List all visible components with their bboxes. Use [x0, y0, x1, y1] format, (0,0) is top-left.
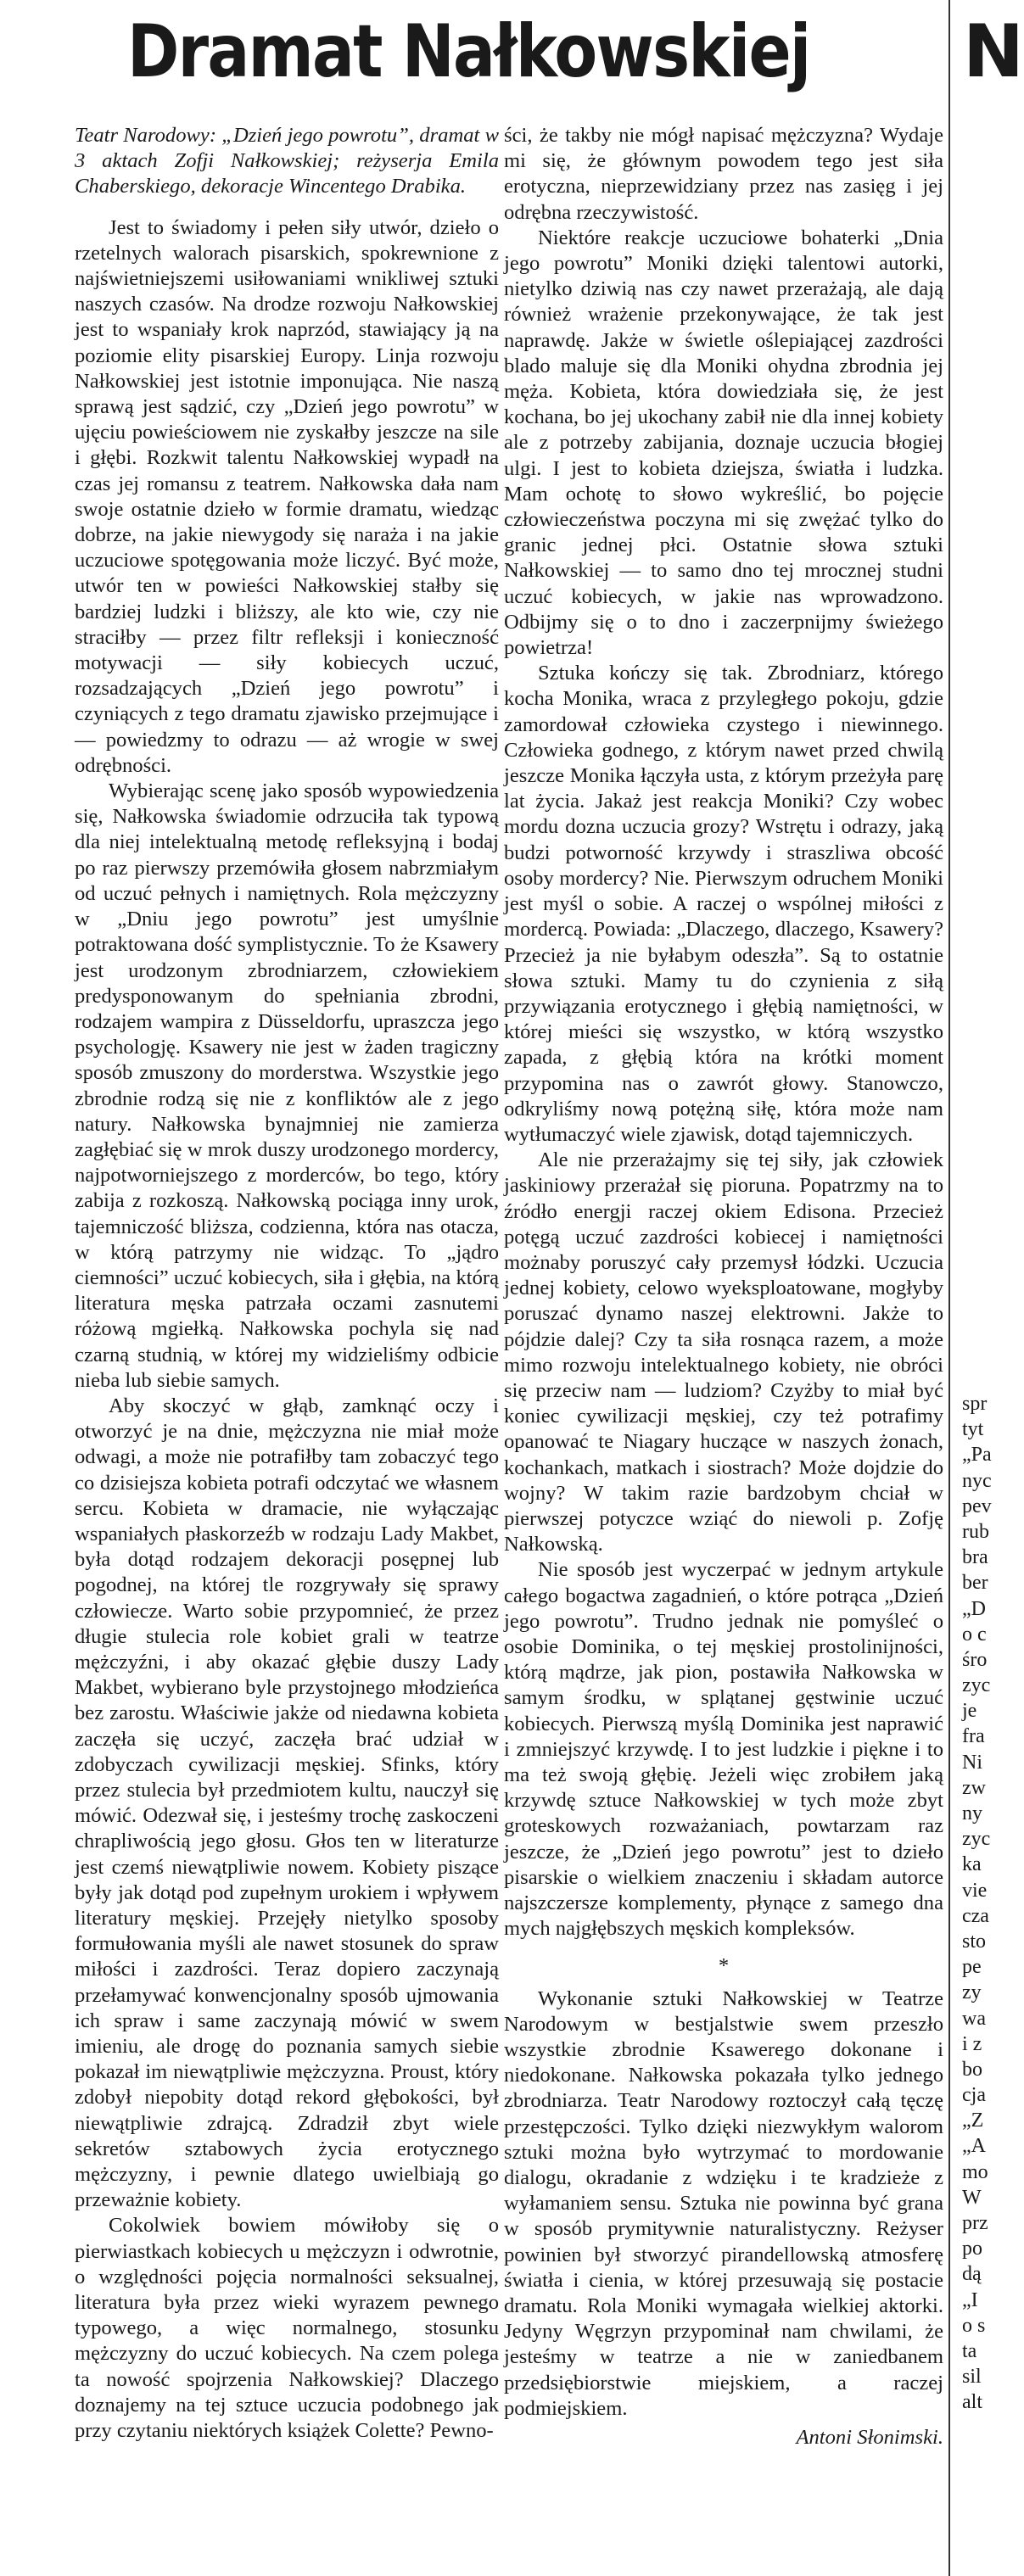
- edge-fragment: fra: [962, 1725, 985, 1748]
- edge-fragment: o c: [962, 1623, 987, 1646]
- paragraph: Cokolwiek bowiem mówiłoby się o pierwiastkach kobiecych u mężczyzn i odwrotnie, o względności pojęcia normalności seksualnej, literatura była przez wieki wyrazem pewnego typowego, a więc normalnego, stosunku mężczyzny do uczuć kobiecych. Na czem polega ta nowość spojrzenia Nałkowskiej? Dlaczego doznajemy na tej sztuce uczucia podobnego jak przy czytaniu niektórych książek Colette? Pewno-: [75, 2214, 499, 2443]
- edge-fragment: mo: [962, 2160, 988, 2183]
- paragraph: Nie sposób jest wyczerpać w jednym artykule całego bogactwa zagadnień, o które potrąca „Dzień jego powrotu”. Trudno jednak nie pomyśleć o osobie Dominika, o tej męskiej prostolinijności, którą mądrze, jak pion, postawiła Nałkowska w samym środku, w splątanej gęstwinie uczuć kobiecych. Pierwszą myślą Dominika jest naprawić i zmniejszyć krzywdę. I to jest ludzkie i piękne i to ma też swoją głębię. Jeżeli więc zrobiłem jaką krzywdę sztuce Nałkowskiej w tych może zbyt groteskowych rozważaniach, powtarzam raz jeszcze, że „Dzień jego powrotu” jest to dzieło pisarskie o wielkiem znaczeniu i składam autorce najszczersze komplementy, płynące z samego dna mych najgłębszych męskich kompleksów.: [504, 1558, 943, 1941]
- edge-fragment: zyc: [962, 1674, 991, 1697]
- paragraph: ści, że takby nie mógł napisać mężczyzna? Wydaje mi się, że głównym powodem tego jest siła erotyczna, nieprzewidziany przez nas zasięg i jej odrębna rzeczywistość.: [504, 124, 943, 224]
- edge-fragment: vie: [962, 1879, 988, 1902]
- edge-fragment: ta: [962, 2339, 977, 2362]
- edge-fragment: i z: [962, 2032, 982, 2055]
- edge-fragment: nyc: [962, 1469, 992, 1492]
- paragraph: Wybierając scenę jako sposób wypowiedzenia się, Nałkowska świadomie odrzuciła tak typową dla niej intelektualną metodę refleksyjną i bodaj po raz pierwszy przemówiła głosem nabrzmiałym od uczuć pełnych i namiętnych. Rola mężczyzny w „Dniu jego powrotu” jest umyślnie potraktowana dość symplistycznie. To że Ksawery jest urodzonym zbrodniarzem, człowiekiem predysponowanym do spełniania zbrodni, rodzajem wampira z Düsseldorfu, upraszcza jego psychologję. Ksawery nie jest w żaden tragiczny sposób zmuszony do morderstwa. Wszystkie jego zbrodnie rodzą się nie z konfliktów ale z jego natury. Nałkowska bynajmniej nie zamierza zagłębiać się w mrok duszy urodzonego mordercy, najpotworniejszego z morderców, bo tego, który zabija z rozkoszą. Nałkowską pociąga inny urok, tajemniczość bliższa, codzienna, która nas otacza, w którą patrzymy nie widząc. To „jądro ciemności” uczuć kobiecych, siła i głębia, na którą literatura męska patrzała oczami zasnutemi różową mgiełką. Nałkowska pochyla się nad czarną studnią, w której my widzieliśmy odbicie nieba lub siebie samych.: [75, 780, 499, 1392]
- next-article-title-fragment: N: [963, 9, 1024, 94]
- edge-fragment: dą: [962, 2263, 982, 2286]
- edge-fragment: bo: [962, 2058, 982, 2081]
- edge-fragment: spr: [962, 1393, 988, 1415]
- paragraph: Sztuka kończy się tak. Zbrodniarz, którego kocha Monika, wraca z przyległego pokoju, gdzie zamordował człowieka czystego i niewinnego. Człowieka godnego, z którym nawet przed chwilą jeszcze Monika łączyła usta, z którym przeżyła parę lat życia. Jakaż jest reakcja Moniki? Czy wobec mordu dozna uczucia grozy? Wstrętu i odrazy, jaką budzi potworność krzywdy i straszliwa obcość osoby mordercy? Nie. Pierwszym odruchem Moniki jest myśl o sobie. A raczej o wspólnej miłości z mordercą. Powiada: „Dlaczego, dlaczego, Ksawery? Przecież ja nie byłabym odeszła”. Są to ostatnie słowa sztuki. Mamy tu do czynienia z siłą przywiązania erotycznego i głębią namiętności, w której mieści się wszystko, w którą wszystko zapada, z głębią która na krótki moment przypomina nas o zawrót głowy. Stanowczo, odkryliśmy nową potężną siłę, która może nam wytłumaczyć wiele zjawisk, dotąd tajemniczych.: [504, 662, 943, 1146]
- edge-fragment: „D: [962, 1597, 986, 1620]
- edge-fragment: Ni: [962, 1751, 982, 1774]
- edge-fragment: je: [962, 1700, 977, 1723]
- edge-fragment: ber: [962, 1572, 988, 1595]
- adjacent-article-edge: [962, 1391, 996, 2416]
- edge-fragment: sto: [962, 1930, 987, 1953]
- article-title: Dramat Nałkowskiej: [127, 9, 810, 94]
- edge-fragment: „Z: [962, 2109, 984, 2132]
- edge-fragment: tyt: [962, 1418, 984, 1441]
- author-signature: Antoni Słonimski.: [796, 2426, 943, 2450]
- section-separator: *: [718, 1954, 730, 1978]
- edge-fragment: wa: [962, 2007, 986, 2030]
- left-column: [75, 123, 499, 2444]
- paragraph: Aby skoczyć w głąb, zamknąć oczy i otworzyć je na dnie, mężczyzna nie miał może odwagi, a może nie potrafiłby tam zobaczyć tego co dzisiejsza kobieta potrafi odczytać we własnem sercu. Kobieta w dramacie, nie wyłączając wspaniałych płaskorzeźb w rodzaju Lady Makbet, była dotąd rodzajem dekoracji posępnej lub pogodnej, na której tle rozgrywały się sprawy człowiecze. Warto sobie przypomnieć, że przez długie stulecia role kobiet grali w teatrze mężczyźni, i aby okazać głębie duszy Lady Makbet, wybierano byle przystojnego młodzieńca bez zarostu. Właściwie jakże od niedawna kobieta zaczęła się uczyć, zaczęła brać udział w zdobyczach cywilizacji męskiej. Sfinks, który przez stulecia był przedmiotem kultu, nauczył się mówić. Odezwał się, i jesteśmy trochę zaskoczeni chrapliwością jego głosu. Głos ten w literaturze jest czemś niewątpliwie nowem. Kobiety piszące były jak dotąd pod zupełnym urokiem i wpływem literatury męskiej. Przejęły nietylko sposoby formułowania myśli ale nawet stosunek do spraw miłości i zazdrości. Teraz dopiero zaczynają przełamywać konwencjonalny sposób ujmowania ich spraw i same zaczynają mówić w swem imieniu, ale drogę do poznania samych siebie pokazał im niewątpliwie mężczyzna. Proust, który zdobył niepobity dotąd rekord głębokości, był niewątpliwie zdrajcą. Zdradził zbyt wiele sekretów sztabowych życia erotycznego mężczyzny, i pewnie dlatego uwielbiają go przeważnie kobiety.: [75, 1394, 499, 2212]
- paragraph: Wykonanie sztuki Nałkowskiej w Teatrze Narodowym w bestjalstwie swem przeszło wszystkie zbrodnie Ksawerego dokonane i niedokonane. Nałkowska pokazała tylko jednego zbrodniarza. Teatr Narodowy roztoczył całą tęczę przestępczości. Tylko dzięki niezwykłym walorom sztuki można było wytrzymać to mordowanie dialogu, okradanie z wdzięku i te kradzieże z wyłamaniem sensu. Sztuka nie powinna być grana w sposób prymitywnie naturalistyczny. Reżyser powinien był stworzyć pirandellowską atmosferę światła i cienia, w której przesuwają się postacie dramatu. Rola Moniki wymagała wielkiej aktorki. Jedyny Węgrzyn przypominał nam chwilami, że jesteśmy w teatrze a nie w zaniedbanem przedsiębiorstwie miejskiem, a raczej podmiejskiem.: [504, 1986, 943, 2420]
- production-credits: Teatr Narodowy: „Dzień jego powrotu”, dramat w 3 aktach Zofji Nałkowskiej; reżyserja Emila Chaberskiego, dekoracje Wincentego Drabika.: [75, 124, 499, 198]
- paragraph: Jest to świadomy i pełen siły utwór, dzieło o rzetelnych walorach pisarskich, spokrewnione z najświetniejszemi usiłowaniami wnikliwej sztuki naszych czasów. Na drodze rozwoju Nałkowskiej jest to wspaniały krok naprzód, stawiający ją na poziomie elity pisarskiej Europy. Linja rozwoju Nałkowskiej jest istotnie imponująca. Nie naszą sprawą jest sądzić, czy „Dzień jego powrotu” w ujęciu powieściowem nie zyskałby jeszcze na sile i głębi. Rozkwit talentu Nałkowskiej wypadł na czas jej romansu z teatrem. Nałkowska dała nam swoje ostatnie dzieło w formie dramatu, wiedząc dobrze, na jakie niewygody się naraża i na jakie uczuciowe spotęgowania może liczyć. Być może, utwór ten w powieści Nałkowskiej stałby się bardziej ludzki i bliższy, ale kto wie, czy nie straciłby — przez filtr refleksji i konieczność motywacji — siły kobiecych uczuć, rozsadzających „Dzień jego powrotu” i czyniących z tego dramatu zjawisko przejmujące i — powiedzmy to odrazu — aż wrogie w swej odrębności.: [75, 215, 499, 777]
- edge-fragment: cja: [962, 2084, 986, 2107]
- edge-fragment: „I: [962, 2288, 978, 2311]
- edge-fragment: „A: [962, 2135, 986, 2158]
- edge-fragment: alt: [962, 2391, 982, 2414]
- edge-fragment: zw: [962, 1776, 986, 1799]
- edge-fragment: pe: [962, 1956, 982, 1979]
- edge-fragment: zy: [962, 1981, 982, 2004]
- edge-fragment: bra: [962, 1546, 988, 1569]
- edge-fragment: W: [962, 2186, 982, 2209]
- edge-fragment: po: [962, 2238, 982, 2260]
- edge-fragment: o s: [962, 2314, 986, 2337]
- edge-fragment: cza: [962, 1904, 989, 1927]
- paragraph: Niektóre reakcje uczuciowe bohaterki „Dnia jego powrotu” Moniki dzięki talentowi autorki, nietylko dziwią nas czy nawet przerażają, ale dają również wrażenie przekonywające, że tak jest naprawdę. Jakże w świetle oślepiającej zazdrości blado maluje się dla Moniki ohydna zbrodnia jej męża. Kobieta, która dowiedziała się, że jest kochana, bo jej ukochany zabił nie dla innej kobiety ale z potrzeby zabijania, doznaje uczucia błogiej ulgi. I jest to kobieta dziejsza, światła i ludzka. Mam ochotę to słowo wykreślić, bo pojęcie człowieczeństwa poczyna mi się zwężać tylko do granic jednej płci. Ostatnie słowa sztuki Nałkowskiej — to samo dno tej mrocznej studni uczuć kobiecych, w jakie nas wprowadzono. Odbijmy się o to dno i zaczerpnijmy świeżego powietrza!: [504, 226, 943, 660]
- edge-fragment: ka: [962, 1853, 982, 1876]
- edge-fragment: sil: [962, 2366, 982, 2389]
- edge-fragment: zyc: [962, 1828, 991, 1851]
- paragraph: Ale nie przerażajmy się tej siły, jak człowiek jaskiniowy przerażał się pioruna. Popatrzmy na to źródło energji raczej okiem Edisona. Przecież potęgą uczuć zazdrości kobiecej i namiętności możnaby poruszyć cały przemysł łódzki. Uczucia jednej kobiety, celowo wyeksploatowane, mogłyby poruszać dynamo naszej elektrowni. Jakże to pójdzie dalej? Czy ta siła rosnąca razem, a może mimo rozwoju intelektualnego kobiety, nie obróci się przeciw nam — ludziom? Czyżby to miał być koniec cywilizacji męskiej, czy też potrafimy opanować te Niagary huczące w naszych żonach, kochankach, matkach i siostrach? Może dojdzie do wojny? W takim razie bardzobym chciał w pierwszej potyczce wziąć do niewoli p. Zofję Nałkowską.: [504, 1148, 943, 1556]
- edge-fragment: prz: [962, 2212, 988, 2234]
- edge-fragment: pev: [962, 1495, 992, 1517]
- edge-fragment: śro: [962, 1648, 988, 1671]
- right-column: [504, 123, 943, 2450]
- edge-fragment: „Pa: [962, 1444, 992, 1467]
- edge-fragment: ny: [962, 1802, 982, 1824]
- column-divider: [948, 0, 950, 2576]
- edge-fragment: rub: [962, 1520, 989, 1543]
